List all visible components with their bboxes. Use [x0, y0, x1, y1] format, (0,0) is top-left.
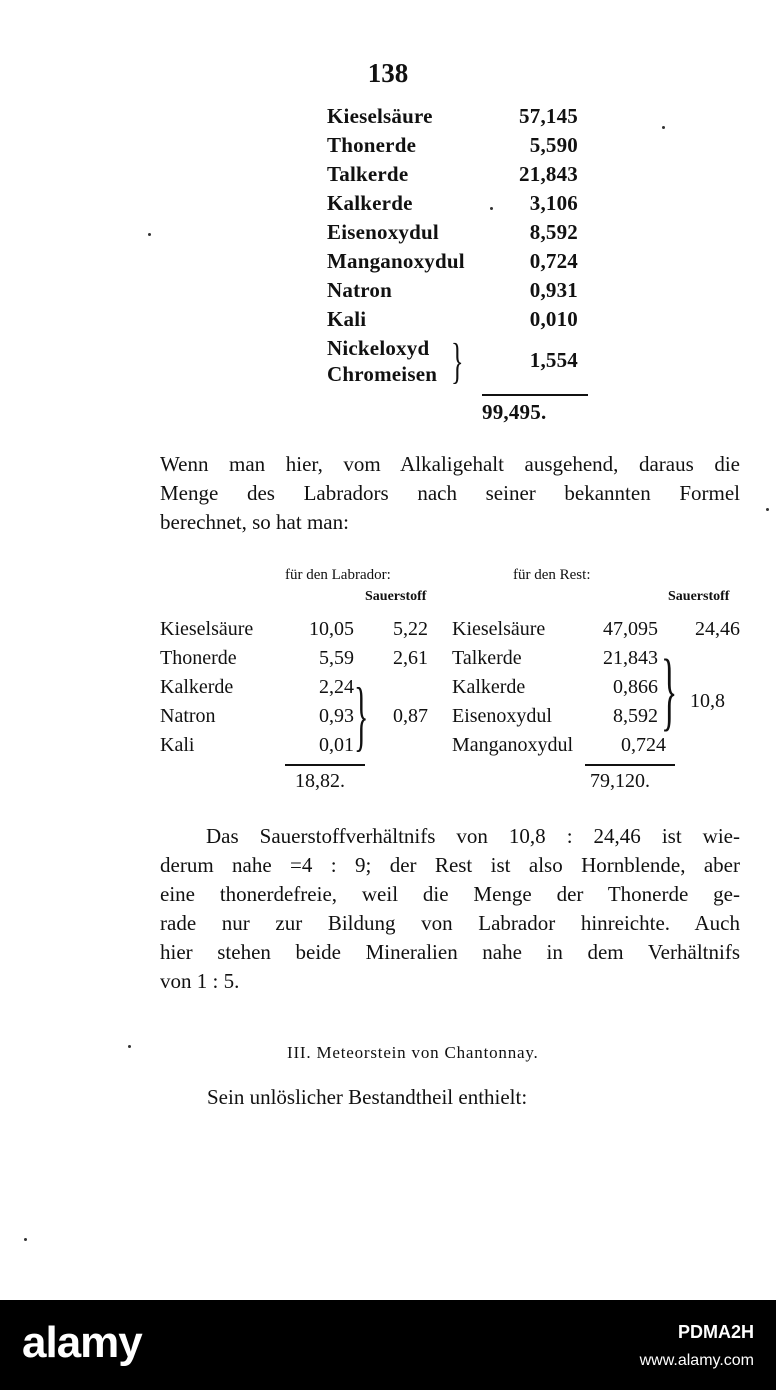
table-total: 99,495. — [482, 400, 547, 424]
left-value: 5,59 — [319, 647, 354, 669]
right-name: Kalkerde — [452, 676, 526, 698]
text-line: rade nur zur Bildung von Labrador hinreichte. Auch — [160, 911, 740, 935]
scan-speck — [148, 233, 151, 236]
curly-brace-icon: } — [451, 334, 464, 390]
left-value: 10,05 — [309, 618, 354, 640]
left-oxygen: 5,22 — [393, 618, 428, 640]
component-name: Natron — [327, 278, 392, 302]
left-name: Thonerde — [160, 647, 237, 669]
right-sum-rule — [585, 764, 675, 766]
scan-speck — [128, 1045, 131, 1048]
image-id: PDMA2H — [677, 1322, 754, 1342]
curly-brace-icon: } — [661, 644, 678, 741]
grouped-name-1: Nickeloxyd — [327, 336, 430, 360]
text-line: Wenn man hier, vom Alkaligehalt ausgehend, daraus die — [160, 452, 740, 476]
left-name: Kalkerde — [160, 676, 234, 698]
left-value: 0,01 — [319, 734, 354, 756]
text-line: von 1 : 5. — [160, 969, 240, 993]
right-total: 79,120. — [590, 770, 650, 792]
page-number: 138 — [367, 58, 409, 88]
right-name: Kieselsäure — [452, 618, 546, 640]
component-name: Kali — [327, 307, 367, 331]
right-oxygen: 24,46 — [695, 618, 740, 640]
header-rest: für den Rest: — [513, 567, 591, 583]
table-row — [0, 278, 776, 308]
scan-speck — [662, 126, 665, 129]
component-value: 0,931 — [529, 278, 578, 302]
component-name: Kieselsäure — [327, 104, 433, 128]
component-value: 8,592 — [529, 220, 578, 244]
right-value: 0,724 — [621, 734, 666, 756]
text-line: eine thonerdefreie, weil die Menge der Thonerde ge- — [160, 882, 740, 906]
left-name: Kali — [160, 734, 195, 756]
header-labrador: für den Labrador: — [285, 567, 391, 583]
left-value: 0,93 — [319, 705, 354, 727]
scan-speck — [490, 207, 493, 210]
scan-speck — [24, 1238, 27, 1241]
left-sum-rule — [285, 764, 365, 766]
section-intro: Sein unlöslicher Bestandtheil enthielt: — [207, 1085, 528, 1109]
right-value: 8,592 — [613, 705, 658, 727]
section-heading: III. Meteorstein von Chantonnay. — [287, 1043, 539, 1062]
component-name: Kalkerde — [327, 191, 413, 215]
watermark-logo: alamy — [22, 1318, 142, 1367]
left-oxygen: 2,61 — [393, 647, 428, 669]
text-line: derum nahe =4 : 9; der Rest ist also Hornblende, aber — [160, 853, 740, 877]
oxygen-header-right: Sauerstoff — [668, 589, 730, 604]
table-row — [0, 220, 776, 250]
component-name: Manganoxydul — [327, 249, 465, 273]
paragraph-2 — [160, 822, 740, 996]
left-group-oxygen: 0,87 — [393, 705, 428, 727]
component-value: 57,145 — [519, 104, 578, 128]
table-row — [0, 249, 776, 279]
text-line: berechnet, so hat man: — [160, 510, 349, 534]
left-name: Kieselsäure — [160, 618, 254, 640]
table-row — [0, 162, 776, 192]
curly-brace-icon: } — [354, 674, 369, 760]
watermark-banner — [0, 1300, 776, 1390]
table-row — [0, 133, 776, 163]
component-name: Thonerde — [327, 133, 417, 157]
scan-speck — [766, 508, 769, 511]
text-line: Das Sauerstoffverhältnifs von 10,8 : 24,46 ist wie- — [206, 824, 740, 848]
right-value: 0,866 — [613, 676, 658, 698]
oxygen-header-left: Sauerstoff — [365, 589, 427, 604]
left-value: 2,24 — [319, 676, 354, 698]
paragraph-1 — [160, 450, 740, 537]
right-name: Manganoxydul — [452, 734, 574, 756]
text-line: hier stehen beide Mineralien nahe in dem Verhältnifs — [160, 940, 740, 964]
component-value: 21,843 — [519, 162, 578, 186]
right-name: Talkerde — [452, 647, 522, 669]
right-value: 47,095 — [603, 618, 658, 640]
grouped-value: 1,554 — [529, 348, 578, 372]
component-value: 5,590 — [529, 133, 578, 157]
right-value: 21,843 — [603, 647, 658, 669]
component-value: 0,724 — [529, 249, 578, 273]
table-row — [0, 104, 776, 134]
component-value: 0,010 — [529, 307, 578, 331]
table-row — [0, 191, 776, 221]
right-group-oxygen: 10,8 — [690, 690, 725, 712]
component-name: Talkerde — [327, 162, 409, 186]
text-line: Menge des Labradors nach seiner bekannten Formel — [160, 481, 740, 505]
component-name: Eisenoxydul — [327, 220, 439, 244]
left-total: 18,82. — [295, 770, 345, 792]
right-name: Eisenoxydul — [452, 705, 552, 727]
table-row — [0, 307, 776, 337]
sum-rule — [482, 394, 588, 396]
left-name: Natron — [160, 705, 216, 727]
watermark-site: www.alamy.com — [639, 1352, 754, 1369]
component-value: 3,106 — [529, 191, 578, 215]
grouped-name-2: Chromeisen — [327, 362, 438, 386]
